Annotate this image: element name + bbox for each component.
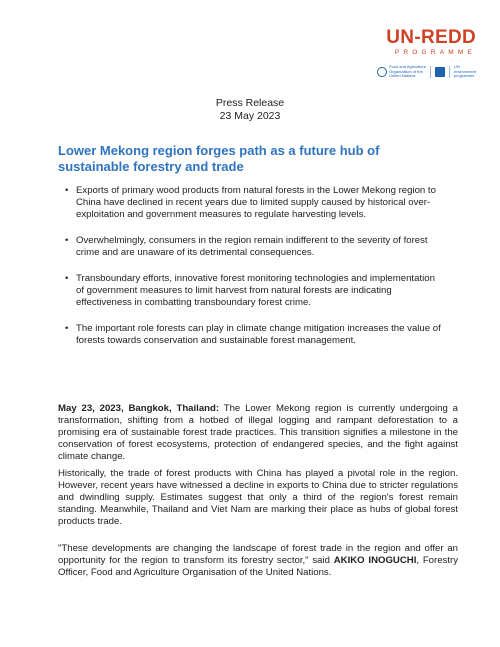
undp-emblem-icon [435, 67, 445, 77]
quote-text: "These developments are changing the landscape of forest trade in the region and offer an opportunity for the region to transform its forestry sector," said [58, 543, 458, 566]
press-release-date: 23 May 2023 [219, 110, 281, 122]
unep-logo [454, 65, 476, 79]
paragraph-text: The Lower Mekong region is currently undergoing a transformation, shifting from a hotbed of illegal logging and rampant deforestation to a promising era of sustainable forest trade practices. This transition signifies a milestone in the conservation of forest ecosystems, protection of endangered species, and the fight against climate change. [58, 403, 458, 462]
body-paragraph-3 [58, 543, 458, 579]
key-points-list [76, 185, 442, 361]
fao-logo [377, 65, 426, 79]
speaker-name: AKIKO INOGUCHI [333, 555, 417, 566]
key-point: • The important role forests can play in climate change mitigation increases the value of forests towards conservation and sustainable forest management. [76, 323, 442, 347]
body-paragraph-1 [58, 403, 458, 463]
press-release-label: Press Release [215, 97, 285, 109]
key-point: • Exports of primary wood products from natural forests in the Lower Mekong region to China have declined in recent years due to limited supply caused by historical over-exploitation and government measures to regulate harvesting levels. [76, 185, 442, 221]
logo-title: UN-REDD [386, 27, 476, 48]
headline: Lower Mekong region forges path as a future hub of sustainable forestry and trade [58, 143, 380, 174]
speaker-title: , Forestry Officer, Food and Agriculture Organisation of the United Nations. [58, 555, 459, 578]
logo-divider [449, 66, 450, 78]
fao-emblem-icon [377, 67, 387, 77]
key-point: • Transboundary efforts, innovative forest monitoring technologies and implementation of government measures to limit harvest from natural forests are indicating effectiveness in combatting transboundary forest crime. [76, 273, 442, 309]
logo-subtitle: PROGRAMME [394, 49, 476, 56]
dateline: May 23, 2023, Bangkok, Thailand: [58, 403, 220, 414]
logo-divider [430, 66, 431, 78]
partner-logos [366, 65, 476, 79]
body-paragraph-2: Historically, the trade of forest products with China has played a pivotal role in the region. However, recent years have witnessed a decline in exports to China due to stricter regulations and dwindling supply. Estimates suggest that only a third of the region's forest remain standing. Meanwhile, Thailand and Viet Nam are marking their place as hubs of global forest products trade. [58, 468, 458, 527]
unep-label: UN environment programme [453, 64, 476, 78]
press-release-header [0, 97, 500, 123]
fao-label: Food and Agriculture Organization of the United Nations [389, 64, 426, 78]
key-point: • Overwhelmingly, consumers in the region remain indifferent to the severity of forest crime and are unaware of its detrimental consequences. [76, 235, 442, 259]
un-redd-logo [366, 28, 476, 79]
undp-logo [435, 67, 445, 77]
